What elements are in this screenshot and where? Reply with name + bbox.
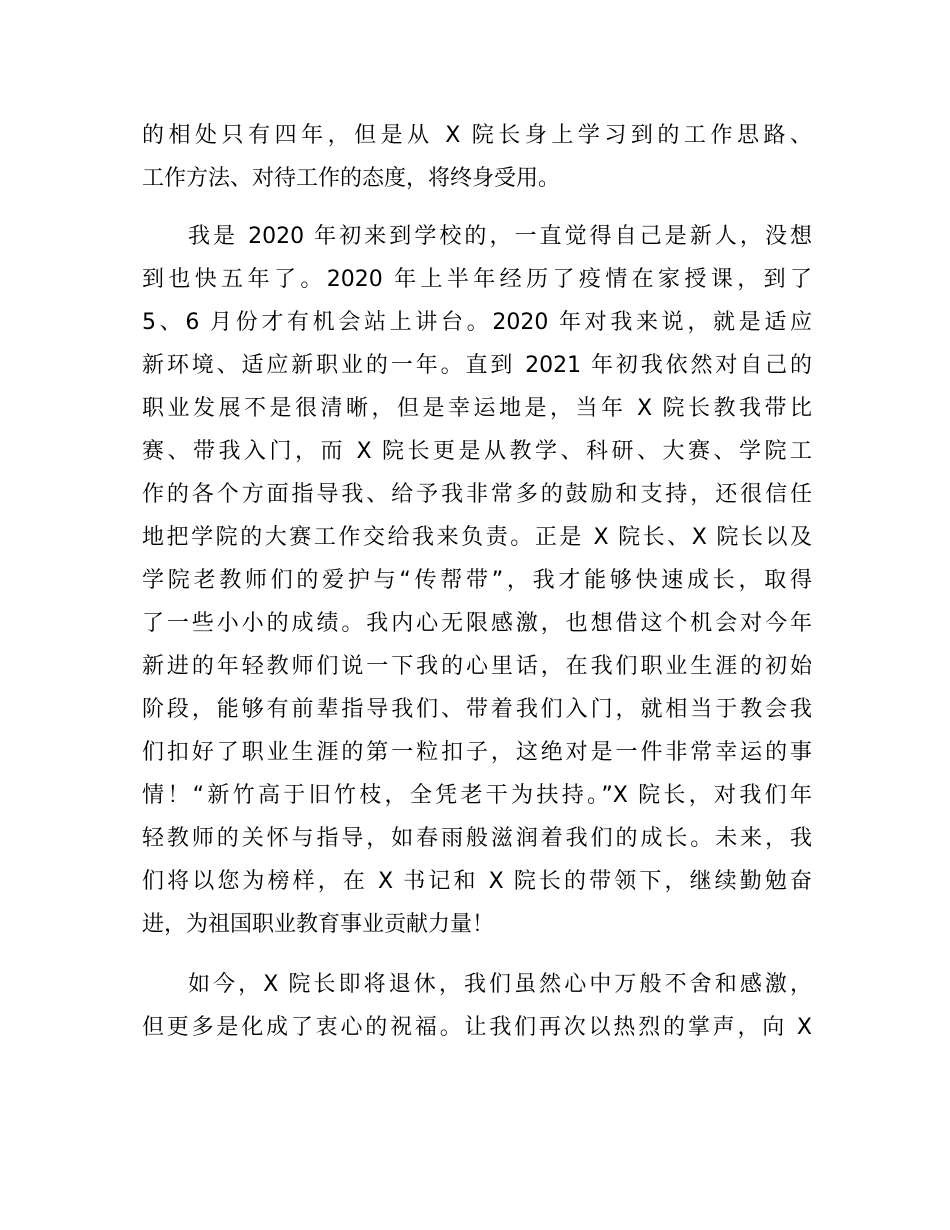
text-line: 阶段，能够有前辈指导我们、带着我们入门，就相当于教会我 [142, 697, 812, 722]
text-line: 作的各个方面指导我、给予我非常多的鼓励和支持，还很信任 [142, 482, 812, 507]
text-line: 情！“新竹高于旧竹枝，全凭老干为扶持。”X 院长，对我们年 [142, 783, 812, 808]
text-line: 我是 2020 年初来到学校的，一直觉得自己是新人，没想 [188, 224, 812, 249]
paragraph [142, 963, 812, 1049]
text-line: 学院老教师们的爱护与“传帮带”，我才能够快速成长，取得 [142, 568, 812, 593]
text-line: 轻教师的关怀与指导，如春雨般滋润着我们的成长。未来，我 [142, 826, 812, 851]
text-line: 5、6 月份才有机会站上讲台。2020 年对我来说，就是适应 [142, 310, 812, 335]
text-line: 新进的年轻教师们说一下我的心里话，在我们职业生涯的初始 [142, 654, 812, 679]
text-line: 职业发展不是很清晰，但是幸运地是，当年 X 院长教我带比 [142, 396, 812, 421]
text-line: 们将以您为榜样，在 X 书记和 X 院长的带领下，继续勤勉奋 [142, 869, 812, 894]
text-line: 地把学院的大赛工作交给我来负责。正是 X 院长、X 院长以及 [142, 525, 812, 550]
text-line: 进，为祖国职业教育事业贡献力量！ [142, 912, 495, 937]
text-line: 们扣好了职业生涯的第一粒扣子，这绝对是一件非常幸运的事 [142, 740, 812, 765]
text-line: 但更多是化成了衷心的祝福。让我们再次以热烈的掌声，向 X [142, 1015, 812, 1040]
paragraph [142, 215, 812, 946]
text-line: 赛、带我入门，而 X 院长更是从教学、科研、大赛、学院工 [142, 439, 812, 464]
text-line: 工作方法、对待工作的态度，将终身受用。 [142, 166, 561, 191]
text-line: 新环境、适应新职业的一年。直到 2021 年初我依然对自己的 [142, 353, 812, 378]
text-line: 了一些小小的成绩。我内心无限感激，也想借这个机会对今年 [142, 611, 812, 636]
text-line: 的相处只有四年，但是从 X 院长身上学习到的工作思路、 [142, 123, 812, 148]
text-line: 如今，X 院长即将退休，我们虽然心中万般不舍和感激， [188, 972, 812, 997]
text-line: 到也快五年了。2020 年上半年经历了疫情在家授课，到了 [142, 267, 812, 292]
paragraph [142, 114, 812, 200]
